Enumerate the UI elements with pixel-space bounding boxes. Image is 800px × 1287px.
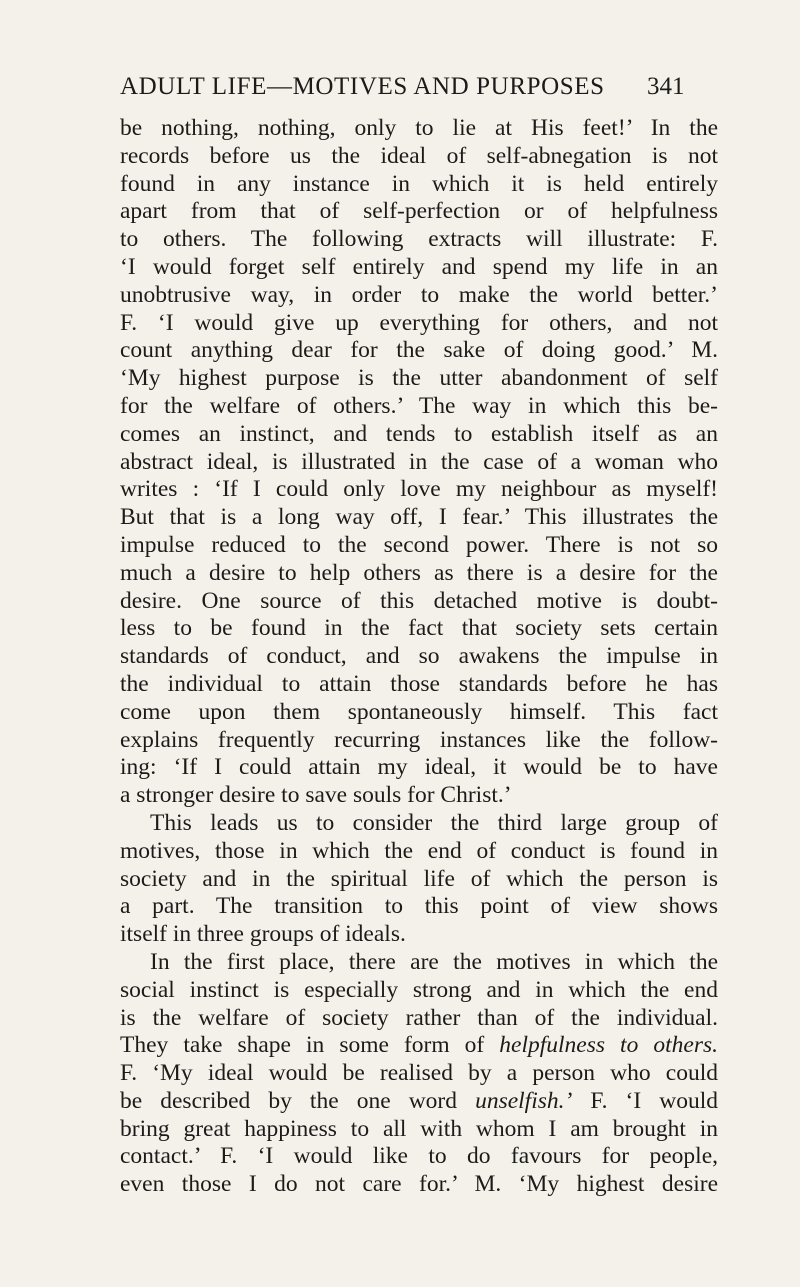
- text-line: contact.’ F. ‘I would like to do favours for people,: [120, 1143, 718, 1170]
- text-line: desire. One source of this detached motive is doubt-: [120, 587, 718, 614]
- italic-phrase-helpfulness: helpfulness to others.: [499, 1032, 718, 1059]
- text-line: to others. The following extracts will illustrate: F.: [120, 226, 718, 253]
- text-line: the individual to attain those standards before he has: [120, 670, 718, 697]
- text-line: F. ‘My ideal would be realised by a person who could: [120, 1060, 718, 1087]
- text-line: F. ‘I would give up everything for others, and not: [120, 309, 718, 336]
- text-line: abstract ideal, is illustrated in the case of a woman who: [120, 448, 718, 475]
- text-line: [120, 1032, 718, 1060]
- body-text: [120, 115, 718, 1199]
- text-line: writes : ‘If I could only love my neighbour as myself!: [120, 476, 718, 503]
- text-line: comes an instinct, and tends to establish itself as an: [120, 420, 718, 447]
- page-number: 341: [647, 73, 685, 100]
- text-line: a part. The transition to this point of view shows: [120, 893, 718, 920]
- text-line: ‘I would forget self entirely and spend my life in an: [120, 253, 718, 280]
- text-line: apart from that of self-perfection or of helpfulness: [120, 198, 718, 225]
- text-segment: F. ‘I would: [572, 1087, 718, 1114]
- text-line: much a desire to help others as there is a desire for the: [120, 559, 718, 586]
- text-segment: be described by the one word: [120, 1087, 476, 1114]
- text-line: is the welfare of society rather than of the individual.: [120, 1004, 718, 1031]
- text-line: records before us the ideal of self-abnegation is not: [120, 142, 718, 169]
- paragraph-start-line: This leads us to consider the third large group of: [150, 809, 718, 836]
- text-line: standards of conduct, and so awakens the impulse in: [120, 643, 718, 670]
- italic-word-unselfish: unselfish.’: [475, 1087, 573, 1114]
- text-line: be nothing, nothing, only to lie at His feet!’ In the: [120, 115, 718, 141]
- text-line: less to be found in the fact that society sets certain: [120, 615, 718, 642]
- text-line: motives, those in which the end of conduct is found in: [120, 837, 718, 864]
- text-line: social instinct is especially strong and in which the end: [120, 976, 718, 1003]
- text-line: But that is a long way off, I fear.’ This illustrates the: [120, 504, 718, 531]
- text-line: itself in three groups of ideals.: [120, 921, 406, 948]
- running-head: [0, 70, 800, 104]
- text-line: explains frequently recurring instances like the follow-: [120, 726, 718, 753]
- text-line: bring great happiness to all with whom I am brought in: [120, 1115, 718, 1142]
- text-line: found in any instance in which it is held entirely: [120, 170, 718, 197]
- chapter-title: ADULT LIFE—MOTIVES AND PURPOSES: [120, 73, 605, 100]
- text-line: even those I do not care for.’ M. ‘My highest desire: [120, 1171, 718, 1198]
- text-line: a stronger desire to save souls for Christ.’: [120, 782, 512, 809]
- text-segment: They take shape in some form of: [120, 1032, 500, 1059]
- text-line: count anything dear for the sake of doing good.’ M.: [120, 337, 718, 364]
- text-line: impulse reduced to the second power. There is not so: [120, 531, 718, 558]
- text-line: come upon them spontaneously himself. This fact: [120, 698, 718, 725]
- text-line: ‘My highest purpose is the utter abandonment of self: [120, 365, 718, 392]
- text-line: society and in the spiritual life of which the person is: [120, 865, 718, 892]
- text-line: unobtrusive way, in order to make the world better.’: [120, 281, 718, 308]
- paragraph-start-line: In the first place, there are the motives in which the: [150, 948, 718, 975]
- text-line: [120, 1088, 718, 1116]
- text-line: ing: ‘If I could attain my ideal, it would be to have: [120, 754, 718, 781]
- text-line: for the welfare of others.’ The way in which this be-: [120, 392, 718, 419]
